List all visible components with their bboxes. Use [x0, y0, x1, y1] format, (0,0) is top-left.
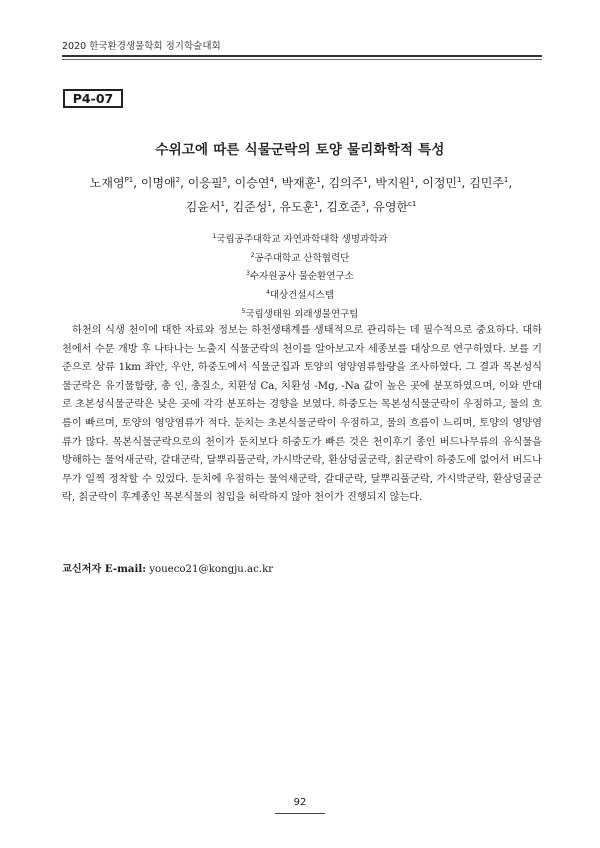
- author: [422, 176, 469, 190]
- author-sup: 5: [222, 176, 228, 184]
- author: [469, 176, 512, 190]
- author-sep: ,: [273, 176, 282, 190]
- author-sup: 1: [457, 176, 462, 184]
- author-list: [70, 170, 532, 218]
- running-header: 2020 한국환경생물학회 정기학술대회: [62, 41, 221, 52]
- affiliation-list: [0, 229, 600, 322]
- author: [375, 176, 422, 190]
- author-sup: 3: [361, 200, 366, 208]
- author-sep: ,: [227, 176, 235, 190]
- affiliation-text: 국립공주대학교 자연과학대학 생명과학과: [216, 234, 388, 246]
- author: [141, 176, 188, 190]
- poster-code-box: [63, 89, 123, 108]
- author-sep: ,: [133, 176, 141, 190]
- affiliation-text: 공주대학교 산학협력단: [254, 252, 350, 264]
- page-number: 92: [293, 797, 307, 808]
- corresponding-email: youeco21@kongju.ac.kr: [149, 564, 274, 575]
- author: [326, 200, 373, 214]
- affiliation-sup: 4: [265, 288, 270, 296]
- affiliation: [0, 266, 600, 285]
- affiliation-sup: 1: [212, 233, 217, 240]
- author-sep: ,: [224, 200, 233, 214]
- author-sep: ,: [365, 200, 374, 214]
- author-sep: ,: [414, 176, 423, 190]
- author-sep: ,: [508, 176, 513, 190]
- author: [233, 200, 280, 214]
- author: [186, 200, 233, 214]
- author-sup: 1: [316, 176, 321, 184]
- affiliation-text: 국립생태원 외래생물연구팀: [245, 308, 359, 320]
- author-name: 김호준: [326, 200, 362, 214]
- footer-rule: [275, 813, 325, 814]
- author-name: 이정민: [422, 176, 458, 190]
- author-name: 박재훈: [281, 176, 317, 190]
- author-name: 박지원: [375, 176, 411, 190]
- poster-code: P4-07: [72, 91, 114, 106]
- author-sep: ,: [461, 176, 470, 190]
- author-name: 이명애: [140, 176, 176, 190]
- author-sep: ,: [180, 176, 188, 190]
- affiliation: [0, 248, 600, 267]
- author: [279, 200, 326, 214]
- paper-title: 수위고에 따른 식물군락의 토양 물리화학적 특성: [155, 142, 445, 158]
- author-name: 김민주: [469, 176, 504, 190]
- author-name: 이응필: [187, 176, 223, 190]
- affiliation: [0, 229, 600, 248]
- affiliation: [0, 285, 600, 304]
- author-sup: 1: [314, 200, 319, 208]
- author-name: 김준성: [232, 200, 268, 214]
- author-sep: ,: [320, 176, 329, 190]
- affiliation-text: 수자원공사 물순환연구소: [249, 271, 354, 283]
- author: [235, 176, 282, 190]
- author-sup: 1: [220, 200, 225, 208]
- affiliation-sup: 3: [246, 270, 250, 278]
- author-name: 김의주: [328, 176, 364, 190]
- author-name: 김윤서: [185, 200, 221, 214]
- author-sup: 4: [269, 176, 274, 184]
- author-name: 유도훈: [279, 200, 315, 214]
- author-sep: ,: [318, 200, 327, 214]
- author: [328, 176, 375, 190]
- author-sep: ,: [271, 200, 280, 214]
- author-sep: ,: [367, 176, 376, 190]
- abstract-body: 하천의 식생 천이에 대한 자료와 정보는 하천생태계를 생태적으로 관리하는 데 필수적으로 중요하다. 대하천에서 수문 개방 후 나타나는 노출지 식물군락의 천이를 알아보고자 세종보를 대상으로 연구하였다. 보를 기준으로 상류 1km 좌안, 우안, 하중도에서 식물군집과 토양의 영양염류함량을 조사하였다. 그 결과 목본성식물군락은 유기물함량, 총 인, 총질소, 치환성 Ca, 치환성 -Mg, -Na 값이 높은 곳에 분포하였으며, 이와 반대로 초본성식물군락은 낮은 곳에 각각 분포하는 경향을 보였다. 하중도는 목본성식물군락이 우점하고, 물의 흐름이 빠르며, 토양의 영양염류가 적다. 둔치는 초본식물군락이 우점하고, 물의 흐름이 느리며, 토양의 영양염류가 많다. 목본식물군락으로의 천이가 둔치보다 하중도가 빠른 것은 천이후기 종인 버드나무류의 유식물을 방해하는 물억새군락, 갈대군락, 달뿌리풀군락, 가시박군락, 환삼덩굴군락, 칡군락이 하중도에 없어서 버드나무가 일찍 정착할 수 있었다. 둔치에 우점하는 물억새군락, 갈대군락, 달뿌리풀군락, 가시박군락, 환삼덩굴군락, 칡군락이 후계종인 목본식물의 침입을 허락하지 않아 천이가 진행되지 않는다.: [62, 325, 542, 504]
- author-sup: P1: [124, 176, 134, 184]
- header-rule-secondary: [62, 59, 542, 60]
- author-sup: c1: [408, 200, 417, 208]
- author: [282, 176, 329, 190]
- author: [188, 176, 235, 190]
- author-sup: 2: [175, 176, 181, 184]
- author-sup: 1: [267, 200, 272, 208]
- affiliation-sup: 2: [250, 251, 255, 259]
- author: [90, 176, 141, 190]
- author-name: 노재영: [89, 176, 125, 190]
- author: [373, 200, 416, 214]
- author-sup: 1: [363, 176, 368, 184]
- author-name: 이승연: [234, 176, 270, 190]
- author-name: 유영한: [373, 200, 409, 214]
- affiliation-text: 대상건설시스템: [269, 290, 335, 302]
- author-sup: 1: [503, 176, 509, 184]
- author-sup: 1: [410, 176, 415, 184]
- affiliation-sup: 5: [241, 307, 246, 315]
- corresponding-label: 교신저자 E-mail:: [62, 563, 146, 575]
- affiliation: [0, 304, 600, 323]
- header-rule: [62, 55, 542, 57]
- corresponding-author: [62, 560, 273, 575]
